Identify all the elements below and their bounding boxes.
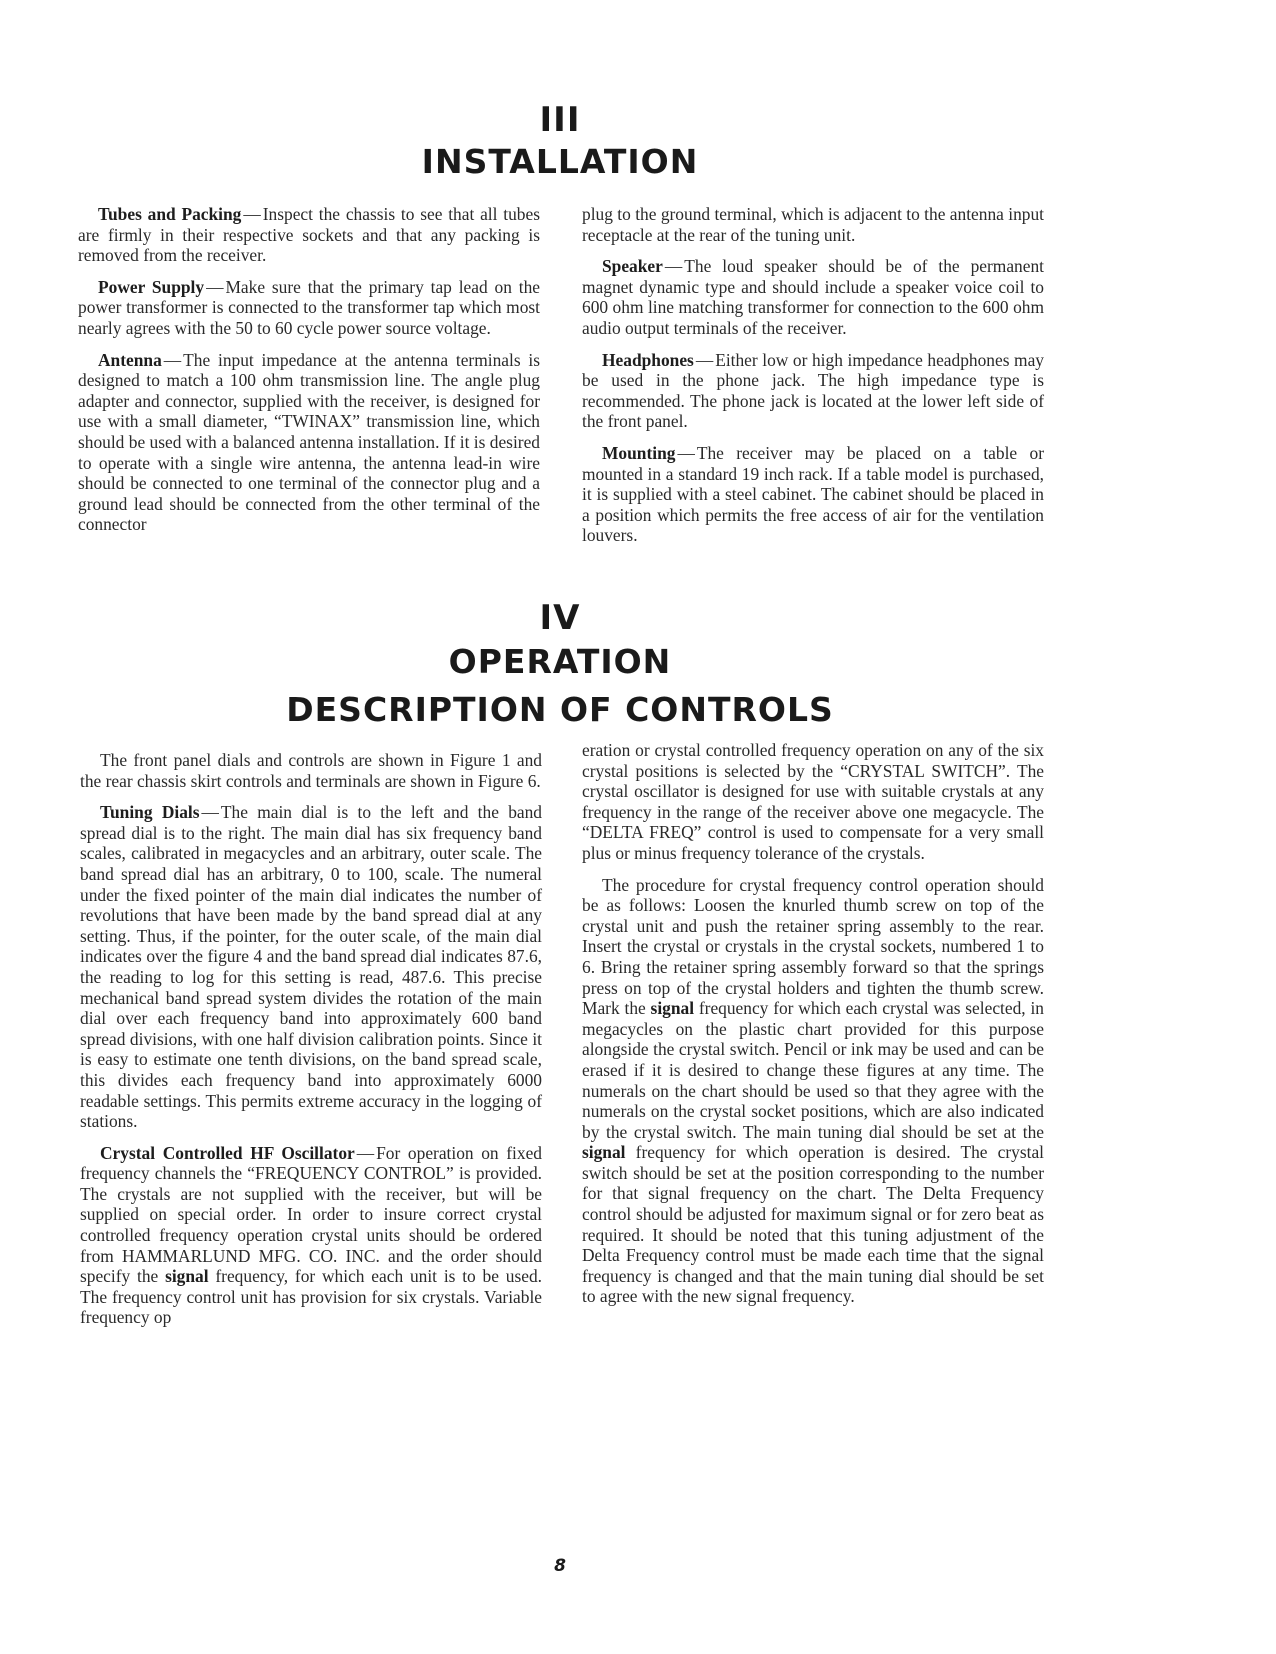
installation-right-column	[582, 204, 1044, 557]
emphasis-signal: signal	[582, 1142, 626, 1163]
paragraph-crystal-continued	[582, 740, 1044, 864]
run-in-heading: Crystal Controlled HF Oscillator	[100, 1142, 355, 1163]
run-in-heading: Tubes and Packing	[98, 204, 242, 224]
paragraph-text: Either low or high impedance headphones may be used in the phone jack. The high impedance type is recommended. The phone jack is located at the lower left side of the front panel.	[582, 349, 1044, 432]
paragraph-tuning-dials: Tuning Dials — The main dial is to the left and the band spread dial is to the right. The main dial has six frequency band scales, calibrated in megacycles and an arbitrary, outer scale. The band spread dial has an arbitrary, 0 to 100, scale. The numeral under the fixed pointer of the main dial indicates the number of revolutions that have been made by the band spread dial at any setting. Thus, if the pointer, for the outer scale, of the main dial indicates over the figure 4 and the band spread dial indicates 87.6, the reading to log for this setting is read, 487.6. This precise mechanical band spread system divides the rotation of the main dial over each frequency band into approximately 600 band spread divisions, with one half division calibration points. Since it is easy to estimate one tenth divisions, on the band spread scale, this divides each frequency band into approximately 6000 readable settings. This permits extreme accuracy in the logging of stations.	[80, 802, 542, 1132]
paragraph-text: The loud speaker should be of the permanent magnet dynamic type and should include a speaker voice coil to 600 ohm line matching transformer for connection to the 600 ohm audio output terminals of the receiver.	[582, 256, 1044, 338]
paragraph-headphones: Headphones — Either low or high impedance headphones may be used in the phone jack. The high impedance type is recommended. The phone jack is located at the lower left side of the front panel.	[582, 349, 1044, 432]
operation-right-column	[582, 740, 1044, 1318]
run-in-heading: Tuning Dials	[100, 802, 200, 823]
paragraph-text: The procedure for crystal frequency control operation should be as follows: Loosen the knurled thumb screw on top of the crystal unit and push the retainer spring assembly to the rear. Insert the crystal or crystals in the crystal sockets, numbered 1 to 6. Bring the retainer spring assembly forward so that the springs press on top of the crystal holders and tighten the thumb screw. Mark the	[582, 874, 1044, 1019]
paragraph-text: The receiver may be placed on a table or mounted in a standard 19 inch rack. If a table model is purchased, it is supplied with a steel cabinet. The cabinet should be placed in a position which permits the free access of air for the ventilation louvers.	[582, 442, 1044, 546]
paragraph-text: plug to the ground terminal, which is adjacent to the antenna input receptacle at the rear of the tuning unit.	[582, 204, 1044, 245]
section-title-installation: INSTALLATION	[421, 142, 699, 181]
paragraph-text: The front panel dials and controls are shown in Figure 1 and the rear chassis skirt controls and terminals are shown in Figure 6.	[80, 750, 542, 791]
paragraph-text: Inspect the chassis to see that all tubes are firmly in their respective sockets and that any packing is removed from the receiver.	[78, 204, 540, 266]
run-in-heading: Power Supply	[98, 276, 205, 297]
paragraph-antenna: Antenna — The input impedance at the antenna terminals is designed to match a 100 ohm transmission line. The angle plug adapter and connector, supplied with the receiver, is designed for use with a small diameter, “TWINAX” transmission line, which should be used with a balanced antenna installation. If it is desired to operate with a single wire antenna, the antenna lead-in wire should be connected to one terminal of the connector plug and a ground lead should be connected from the other terminal of the connector	[78, 349, 540, 535]
paragraph-mounting: Mounting — The receiver may be placed on a table or mounted in a standard 19 inch rack. If a table model is purchased, it is supplied with a steel cabinet. The cabinet should be placed in a position which permits the free access of air for the ventilation louvers.	[582, 442, 1044, 546]
run-in-heading: Mounting	[602, 442, 676, 463]
paragraph-text: The main dial is to the left and the band spread dial is to the right. The main dial has six frequency band scales, calibrated in megacycles and an arbitrary, outer scale. The band spread dial has an arbitrary, 0 to 100, scale. The numeral under the fixed pointer of the main dial indicates the number of revolutions that have been made by the band spread dial at any setting. Thus, if the pointer, for the outer scale, of the main dial indicates over the figure 4 and the band spread dial indicates 87.6, the reading to log for this setting is read, 487.6. This precise mechanical band spread system divides the rotation of the main dial over each frequency band into approximately 600 band spread divisions, with one half division calibration points. Since it is easy to estimate one tenth divisions, on the band spread scale, this divides each frequency band into approximately 6000 readable settings. This permits extreme accuracy in the logging of stations.	[80, 802, 542, 1132]
paragraph-crystal-procedure	[582, 875, 1044, 1307]
section-number-iv: IV	[539, 598, 581, 638]
paragraph-text: frequency for which each crystal was selected, in megacycles on the plastic chart provided for this purpose alongside the crystal switch. Pencil or ink may be used and can be erased if it is desired to change these figures at any time. The numerals on the chart should be used so that they agree with the numerals on the crystal socket positions, which are also indicated by the crystal switch. The main tuning dial should be set at the	[582, 998, 1044, 1142]
paragraph-speaker: Speaker — The loud speaker should be of the permanent magnet dynamic type and should include a speaker voice coil to 600 ohm line matching transformer for connection to the 600 ohm audio output terminals of the receiver.	[582, 256, 1044, 338]
operation-left-column	[80, 750, 542, 1339]
paragraph-intro	[80, 750, 542, 791]
run-in-heading: Headphones	[602, 349, 694, 370]
emphasis-signal: signal	[165, 1266, 209, 1287]
section-subtitle-description-of-controls: DESCRIPTION OF CONTROLS	[286, 690, 834, 729]
run-in-heading: Speaker	[602, 256, 663, 277]
paragraph-text: The input impedance at the antenna terminals is designed to match a 100 ohm transmission line. The angle plug adapter and connector, supplied with the receiver, is designed for use with a small diameter, “TWINAX” transmission line, which should be used with a balanced antenna installation. If it is desired to operate with a single wire antenna, the antenna lead-in wire should be connected to one terminal of the connector plug and a ground lead should be connected from the other terminal of the connector	[78, 349, 540, 535]
paragraph-text: frequency for which operation is desired. The crystal switch should be set at the position corresponding to the number for that signal frequency on the chart. The Delta Frequency control should be adjusted for maximum signal or for zero beat as required. It should be noted that this tuning adjustment of the Delta Frequency control must be made each time that the signal frequency is changed and that the main tuning dial should be set to agree with the new signal frequency.	[582, 1142, 1044, 1307]
installation-left-column	[78, 204, 540, 546]
paragraph-crystal-oscillator: Crystal Controlled HF Oscillator — For operation on fixed frequency channels the “FREQUENCY CONTROL” is provided. The crystals are not supplied with the receiver, but will be supplied on special order. In order to insure correct crystal controlled frequency operation crystal units should be ordered from HAMMARLUND MFG. CO. INC. and the order should specify the signal frequency, for which each unit is to be used. The frequency control unit has provision for six crystals. Variable frequency op	[80, 1142, 542, 1328]
paragraph-tubes-and-packing: Tubes and Packing — Inspect the chassis to see that all tubes are firmly in their respective sockets and that any packing is removed from the receiver.	[78, 204, 540, 266]
paragraph-text: Make sure that the primary tap lead on the power transformer is connected to the transformer tap which most nearly agrees with the 50 to 60 cycle power source voltage.	[78, 276, 540, 338]
run-in-heading: Antenna	[98, 349, 162, 370]
page-number: 8	[554, 1556, 566, 1576]
paragraph-antenna-continued	[582, 204, 1044, 245]
paragraph-text: For operation on fixed frequency channels the “FREQUENCY CONTROL” is provided. The crystals are not supplied with the receiver, but will be supplied on special order. In order to insure correct crystal controlled frequency operation crystal units should be ordered from HAMMARLUND MFG. CO. INC. and the order should specify the	[80, 1142, 542, 1287]
emphasis-signal: signal	[650, 998, 695, 1019]
paragraph-text: frequency, for which each unit is to be used. The frequency control unit has provision for six crystals. Variable frequency op	[80, 1266, 542, 1328]
paragraph-text: eration or crystal controlled frequency operation on any of the six crystal positions is selected by the “CRYSTAL SWITCH”. The crystal oscillator is designed for use with suitable crystals at any frequency in the range of the receiver above one megacycle. The “DELTA FREQ” control is used to compensate for a very small plus or minus frequency tolerance of the crystals.	[582, 740, 1044, 863]
section-number-iii: III	[539, 100, 581, 140]
section-title-operation: OPERATION	[448, 642, 672, 681]
paragraph-power-supply: Power Supply — Make sure that the primary tap lead on the power transformer is connected to the transformer tap which most nearly agrees with the 50 to 60 cycle power source voltage.	[78, 276, 540, 338]
